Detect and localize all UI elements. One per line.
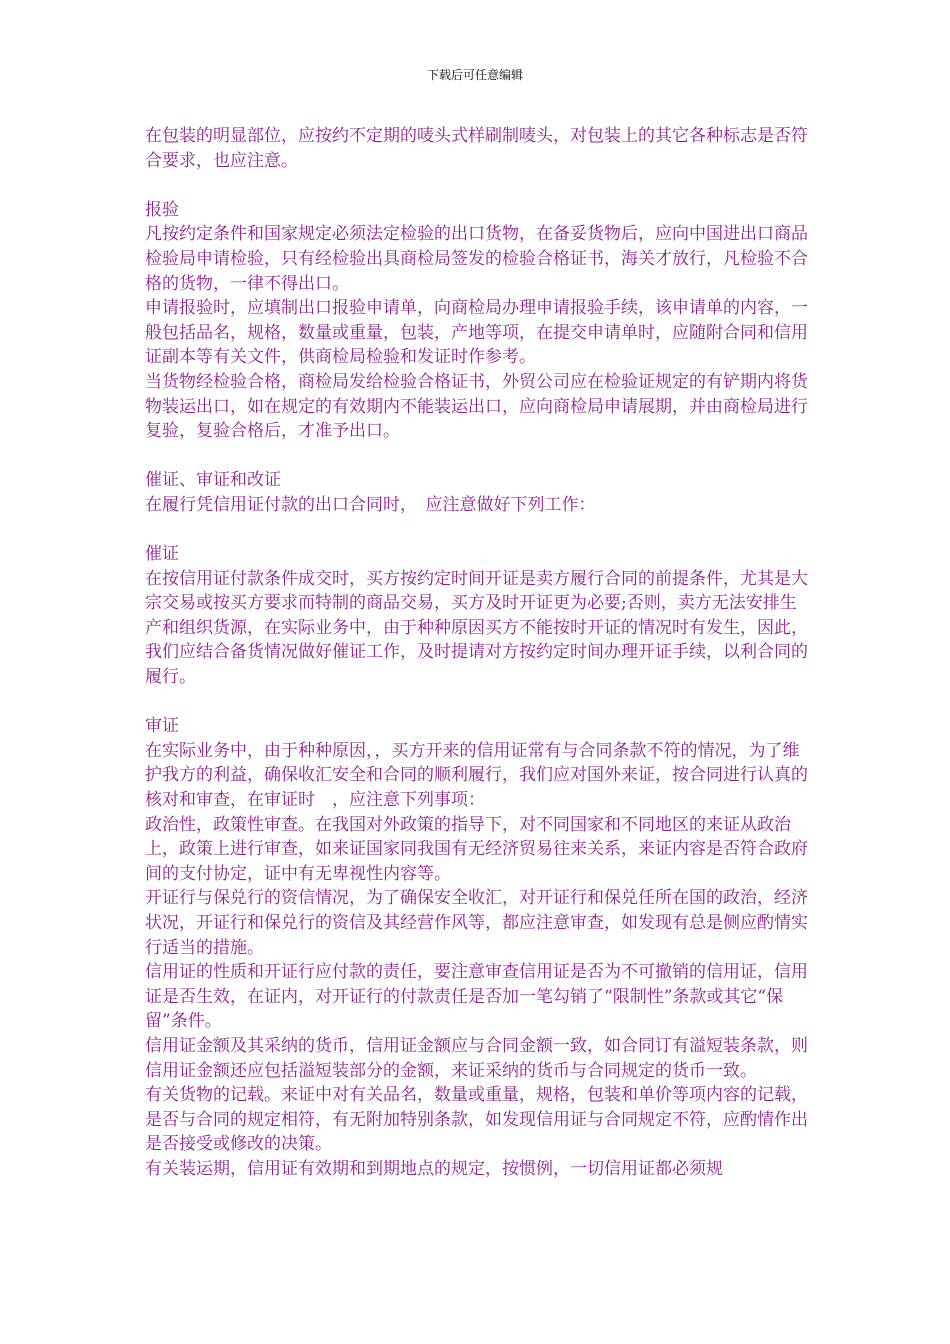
paragraph: 信用证的性质和开证行应付款的责任，要注意审查信用证是否为不可撤销的信用证，信用证是否生效，在证内，对开证行的付款责任是否加一笔勾销了“限制性”条款或其它“保留”条件。 (145, 962, 808, 1032)
paragraph: 在实际业务中，由于种种原因，，买方开来的信用证常有与合同条款不符的情况，为了维护我方的利益，确保收汇安全和合同的顺利履行，我们应对国外来证，按合同进行认真的核对和审查，在审证时 ，应注意下列事项： (145, 740, 808, 811)
section-heading: 催证 (145, 544, 179, 565)
section-heading: 报验 (145, 199, 179, 220)
section-heading: 审证 (145, 716, 179, 737)
blank-line (145, 690, 810, 715)
page-header: 下载后可任意编辑 (426, 68, 523, 82)
paragraph: 在履行凭信用证付款的出口合同时， 应注意做好下列工作： (145, 494, 596, 515)
paragraph: 在包装的明显部位，应按约不定期的唛头式样刷制唛头，对包装上的其它各种标志是否符合要求，也应注意。 (145, 126, 808, 171)
paragraph: 信用证金额及其采纳的货币，信用证金额应与合同金额一致，如合同订有溢短装条款，则信用证金额还应包括溢短装部分的金额，来证采纳的货币与合同规定的货币一致。 (145, 1035, 808, 1081)
paragraph: 有关装运期，信用证有效期和到期地点的规定，按惯例，一切信用证都必须规 (145, 1158, 723, 1179)
paragraph: 当货物经检验合格，商检局发给检验合格证书，外贸公司应在检验证规定的有铲期内将货物装运出口，如在规定的有效期内不能装运出口，应向商检局申请展期，并由商检局进行复验，复验合格后，才准予出口。 (145, 371, 808, 442)
paragraph: 凡按约定条件和国家规定必须法定检验的出口货物，在备妥货物后，应向中国进出口商品检验局申请检验，只有经检验出具商检局签发的检验合格证书，海关才放行，凡检验不合格的货物，一律不得出口。 (145, 224, 808, 294)
document-body (145, 124, 810, 1182)
blank-line (145, 444, 810, 469)
paragraph: 有关货物的记载。来证中对有关品名，数量或重量，规格，包装和单价等项内容的记载，是否与合同的规定相符，有无附加特别条款，如发现信用证与合同规定不符，应酌情作出是否接受或修改的决策。 (145, 1085, 808, 1155)
section-heading: 催证、审证和改证 (145, 470, 281, 491)
paragraph: 政治性，政策性审查。在我国对外政策的指导下，对不同国家和不同地区的来证从政治上，政策上进行审查，如来证国家同我国有无经济贸易往来关系，来证内容是否符合政府间的支付协定，证中有无卑视性内容等。 (145, 814, 808, 884)
paragraph: 申请报验时，应填制出口报验申请单，向商检局办理申请报验手续，该申请单的内容，一般包括品名，规格，数量或重量，包装，产地等项，在提交申请单时，应随附合同和信用证副本等有关文件，供商检局检验和发证时作参考。 (145, 298, 808, 368)
paragraph: 在按信用证付款条件成交时，买方按约定时间开证是卖方履行合同的前提条件，尤其是大宗交易或按买方要求而特制的商品交易，买方及时开证更为必要;否则，卖方无法安排生产和组织货源，在实际业务中，由于种种原因买方不能按时开证的情况时有发生，因此，我们应结合备货情况做好催证工作，及时提请对方按约定时间办理开证手续，以利合同的履行。 (145, 568, 808, 688)
blank-line (145, 518, 810, 543)
blank-line (145, 173, 810, 198)
paragraph: 开证行与保兑行的资信情况，为了确保安全收汇，对开证行和保兑任所在国的政治，经济状况，开证行和保兑行的资信及其经营作风等，都应注意审查，如发现有总是侧应酌情实行适当的措施。 (145, 888, 808, 958)
